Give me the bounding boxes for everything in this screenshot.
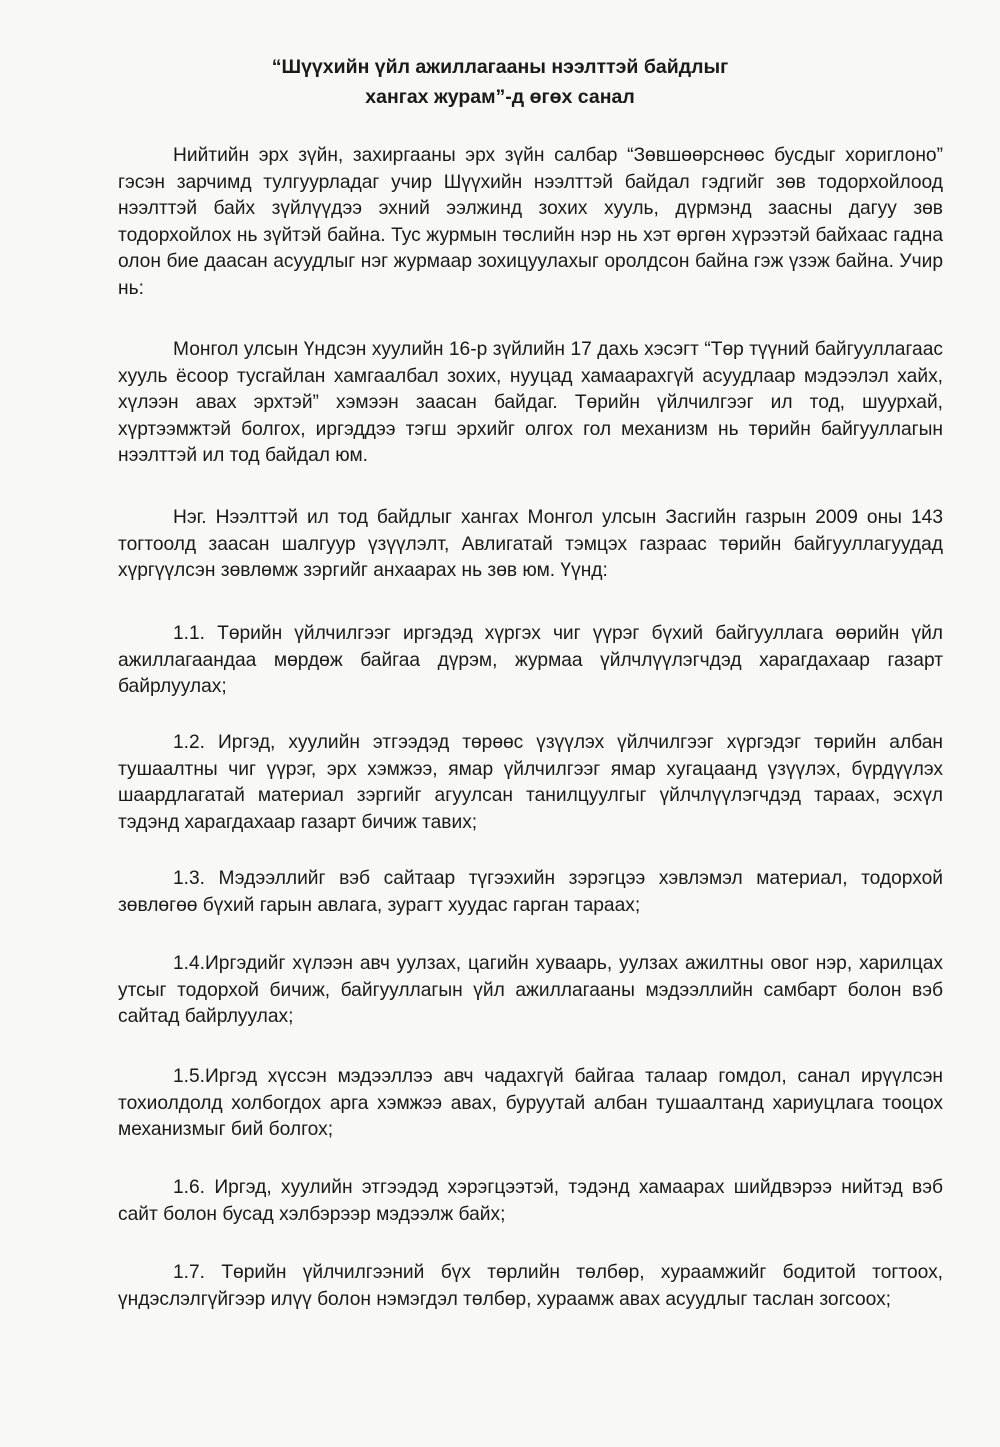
list-item-1-1: 1.1. Төрийн үйлчилгээг иргэдэд хүргэх чиг үүрэг бүхий байгууллага өөрийн үйл ажиллагаандаа мөрдөж байгаа дүрэм, журмаа үйлчлүүлэгчдэд харагдахаар газарт байрлуулах; xyxy=(118,623,943,698)
list-item-1-2: 1.2. Иргэд, хуулийн этгээдэд төрөөс үзүүлэх үйлчилгээг хүргэдэг төрийн албан тушаалтны чиг үүрэг, эрх хэмжээ, ямар үйлчилгээг ямар хугацаанд үзүүлэх, бүрдүүлэх шаардлагатай материал зэргийг агуулсан танилцуулгыг үйлчлүүлэгчдэд тараах, эсхүл тэдэнд харагдахаар газарт бичиж тавих; xyxy=(118,732,943,833)
document-title xyxy=(0,52,1000,112)
list-item-1-5: 1.5.Иргэд хүссэн мэдээллээ авч чадахгүй байгаа талаар гомдол, санал ирүүлсэн тохиолдолд холбогдох арга хэмжээ авах, буруутай албан тушаалтанд хариуцлага тооцох механизмыг бий болгох; xyxy=(118,1066,943,1141)
list-item-1-4: 1.4.Иргэдийг хүлээн авч уулзах, цагийн хуваарь, уулзах ажилтны овог нэр, харилцах утсыг тодорхой бичиж, байгууллагын үйл ажиллагааны мэдээллийн самбарт болон вэб сайтад байрлуулах; xyxy=(118,953,943,1028)
list-item-1-3: 1.3. Мэдээллийг вэб сайтаар түгээхийн зэрэгцээ хэвлэмэл материал, тодорхой зөвлөгөө бүхий гарын авлага, зурагт хуудас гарган тараах; xyxy=(118,868,943,916)
paragraph-intro: Нийтийн эрх зүйн, захиргааны эрх зүйн салбар “Зөвшөөрснөөс бусдыг хориглоно” гэсэн зарчимд тулгуурладаг учир Шүүхийн нээлттэй байдал гэдгийг зөв тодорхойлоод нээлттэй байх зүйлүүдээ эхний ээлжинд зохих хууль, дүрмэнд заасны дагуу зөв тодорхойлох нь зүйтэй байна. Тус журмын төслийн нэр нь хэт өргөн хүрээтэй байхаас гадна олон бие даасан асуудлыг нэг журмаар зохицуулахыг оролдсон байна гэж үзэж байна. Учир нь: xyxy=(118,145,943,299)
paragraph-constitution: Монгол улсын Үндсэн хуулийн 16-р зүйлийн 17 дахь хэсэгт “Төр түүний байгууллагаас хууль ёсоор тусгайлан хамгаалбал зохих, нууцад хамаарахгүй асуудлаар мэдээлэл хайх, хүлээн авах эрхтэй” хэмээн заасан байдаг. Төрийн үйлчилгээг ил тод, шуурхай, хүртээмжтэй болгох, иргэддээ тэгш эрхийг олгох гол механизм нь төрийн байгууллагын нээлттэй ил тод байдал юм. xyxy=(118,339,943,467)
paragraph-section-one: Нэг. Нээлттэй ил тод байдлыг хангах Монгол улсын Засгийн газрын 2009 оны 143 тогтоолд заасан шалгуур үзүүлэлт, Авлигатай тэмцэх газраас төрийн байгууллагуудад хүргүүлсэн зөвлөмж зэргийг анхаарах нь зөв юм. Үүнд: xyxy=(118,507,943,582)
title-line-1: “Шүүхийн үйл ажиллагааны нээлттэй байдлыг xyxy=(271,56,729,78)
list-item-1-6: 1.6. Иргэд, хуулийн этгээдэд хэрэгцээтэй, тэдэнд хамаарах шийдвэрээ нийтэд вэб сайт болон бусад хэлбэрээр мэдээлж байх; xyxy=(118,1177,943,1225)
title-line-2: хангах журам”-д өгөх санал xyxy=(365,86,635,108)
list-item-1-7: 1.7. Төрийн үйлчилгээний бүх төрлийн төлбөр, хураамжийг бодитой тогтоох, үндэслэлгүйгээр илүү болон нэмэгдэл төлбөр, хураамж авах асуудлыг таслан зогсоох; xyxy=(118,1262,943,1310)
